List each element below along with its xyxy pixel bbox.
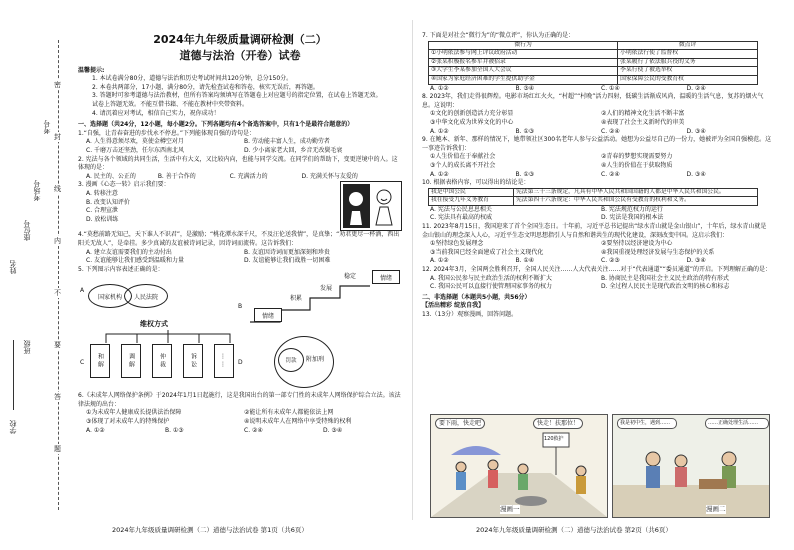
diagram-d-label: D (238, 359, 243, 367)
exam-subtitle: 道德与法治（开卷）试卷 (179, 49, 301, 62)
q10-table (428, 188, 758, 206)
notice-item: 3. 答题时可参考道德与法治教材，但所有答案均须填写在答题卷上对应题号的指定位置，在试卷上答题无效。 (92, 92, 382, 100)
q1-option-b: B. 劳动能丰富人生，成功勤劳者 (244, 138, 330, 146)
q11-statement-1: ①坚持绿色发展理念 (430, 240, 484, 248)
seat-label: 座位号 (23, 220, 31, 241)
comic-1-caption: 漫画一 (500, 505, 520, 513)
q7-cell: 小明依法行使了监督权 (618, 50, 758, 59)
binding-strip (6, 40, 68, 520)
q2-option-d: D. 充满关怀与友爱的 (301, 172, 358, 180)
part2-heading: 二、非选择题（本题共5小题，共56分） (422, 293, 531, 301)
q7-answer-c: C. ①④ (601, 84, 620, 92)
diagram-c-box: 仲裁 (152, 344, 172, 378)
q5-stem: 5. 下列图示内容表述正确的是： (78, 265, 164, 273)
seal-char: 封 (54, 133, 61, 141)
q6-statement-3: ③体现了对未成年人的特殊保护 (86, 418, 170, 426)
q2-option-b: B. 善于合作的 (157, 172, 196, 180)
diagram-c-label: C (80, 359, 85, 367)
seal-char: 题 (54, 445, 61, 453)
q7-head-behavior: 微行为 (429, 41, 618, 50)
comic-1-bubble-left: 要下雨，快走吧 (435, 418, 485, 429)
seal-line (58, 40, 59, 510)
diagram-b-step5: 情绪 (372, 270, 400, 284)
notice-item: 试卷上答题无效。不能互借书籍、不能在教材中夹带资料。 (92, 100, 249, 108)
q10-option-b: B. 宪法规范权力的运行 (601, 205, 663, 213)
q6-answer-c: C. ②④ (244, 426, 263, 434)
comic-2-caption: 漫画二 (706, 505, 726, 513)
q11-answer-b: B. ①④ (515, 257, 535, 265)
q5-diagrams (78, 274, 402, 392)
q10-cell: 我在接受九年义务教育 (429, 197, 514, 206)
page-divider (412, 20, 413, 520)
comic-1-sign: 120救护 (544, 436, 564, 442)
q9-answer-d: D. ③④ (686, 170, 706, 178)
q12-option-c: C. 我国公民可以直接行使管理国家事务的权力 (430, 283, 553, 291)
diagram-b-step3: 发展 (320, 285, 333, 293)
q6-answer-a: A. ①② (86, 426, 105, 434)
q9-statement-1: ①人生价值在于奉献社会 (430, 153, 496, 161)
school-line (13, 340, 14, 410)
notice-item: 4. 请沉着应对考试，相信自己实力，祝你成功！ (92, 109, 220, 117)
q7-head-comment: 微点评 (618, 41, 758, 50)
part2-subheading: 【活出精彩 绽放自我】 (422, 302, 485, 310)
q3-option-a: A. 转移注意 (86, 189, 118, 197)
seal-char: 密 (54, 81, 61, 89)
q4-stem: 4.“莫愁前路无知己，天下谁人不识君”，是激励；“桃花潭水深千尺，不及汪伦送我情”，是真挚；“劝君更尽一杯酒，西出阳关无故人”，是牵挂。多少真诚的友谊被诗词记录，因诗词而流传。这告诉我们： (78, 231, 400, 247)
diagram-a-right-circle: 人民法院 (124, 284, 168, 308)
q7-answer-a: A. ①② (430, 84, 449, 92)
q7-cell: 李某行使了被选举权 (618, 67, 758, 76)
q2-stem: 2. 宪法与各个领域的共同生活，生活中有大义，又比较内向，也能与同学交流。在同学们的帮助下，变更逆境中的人。这体现的是： (78, 155, 398, 172)
footer-right: 2024年九年级质量调研检测（二）道德与法治试卷 第2页（共6页） (476, 526, 672, 534)
q7-cell: ①小明依法参与网上评议政府活动 (429, 50, 618, 59)
q7-cell: ④国家为家庭经济困难的学生提供助学金 (429, 75, 618, 84)
q7-answer-d: D. ②④ (686, 84, 706, 92)
notice-item: 2. 本卷共两部分，17小题，满分80分，请先检查试卷和答卷，核实无误后，再答题。 (92, 83, 319, 91)
q9-statement-2: ②青春的梦想实现需要努力 (601, 153, 673, 161)
comic-1 (430, 414, 608, 518)
q10-option-d: D. 宪法是我国的根本法 (601, 214, 664, 222)
q11-statement-2: ②要坚持以经济建设为中心 (601, 240, 673, 248)
q6-stem: 6.《未成年人网络保护条例》于2024年1月1日起施行，这是我国出台的第一部专门性的未成年人网络保护综合立法。该法律法规的出台： (78, 392, 401, 408)
footer-left: 2024年九年级质量调研检测（二）道德与法治试卷 第1页（共6页） (112, 526, 308, 534)
seal-char: 线 (54, 185, 61, 193)
q7-cell: 张某履行了依法服兵役的义务 (618, 58, 758, 67)
q8-answer-a: A. ①② (430, 127, 449, 135)
seal-char: 不 (54, 289, 61, 297)
q6-statement-4: ④说明未成年人在网络中享受特殊的权利 (244, 418, 352, 426)
diagram-d-penalty: 附加刑 (306, 356, 325, 364)
q11-statement-4: ④我国重视处理经济发展与生态保护的关系 (601, 248, 715, 256)
diagram-c-box: 和解 (90, 344, 110, 378)
q7-cell: ②张某积极报名参军并被招录 (429, 58, 618, 67)
comic-2-bubble-right: ……正确处理生活…… (705, 418, 769, 429)
part1-heading: 一、选择题（共24分，12小题，每小题2分。下列各题均有4个备选答案中，只有1个是最符合题意的） (78, 121, 354, 129)
school-label: 学校 (9, 420, 17, 434)
mood-cartoon-image (340, 181, 402, 231)
q13-stem: 13.（13分）观察漫画，回答问题。 (422, 311, 518, 318)
q9-answer-b: B. ①③ (515, 170, 535, 178)
q4-option-b: B. 友谊因诗词而更加深刻和珍贵 (244, 248, 330, 256)
q6-statement-1: ①为未成年人健康成长提供法治保障 (86, 409, 182, 417)
q11-stem: 11. 2023年8月15日，我国迎来了首个全国生态日。十年前，习近平总书记提出“绿水青山就是金山银山”，十年后，绿水青山就是金山银山的理念深入人心，习近平生态文明思想指引人与自然和谐共生的现代化建设，深刻改变中国。这启示我们： (422, 223, 767, 239)
q10-option-c: C. 宪法具有最高的权威 (430, 214, 493, 222)
q8-answer-b: B. ①③ (515, 127, 535, 135)
q9-answer-c: C. ②④ (601, 170, 620, 178)
q2-option-c: C. 充满活力的 (229, 172, 268, 180)
q3-option-b: B. 改变认知评价 (86, 198, 130, 206)
q10-cell: 我是中国公民 (429, 188, 514, 197)
q10-cell: 宪法第三十三条规定，凡具有中华人民共和国国籍的人都是中华人民共和国公民。 (514, 188, 758, 197)
q7-cell: ③大学生李某参加全国人大会议 (429, 67, 618, 76)
q10-cell: 宪法第四十六条规定：中华人民共和国公民有受教育的权利和义务。 (514, 197, 758, 206)
q12-option-d: D. 全过程人民民主是现代政治文明的核心和标志 (601, 283, 730, 291)
seal-char: 内 (54, 237, 61, 245)
q11-statement-3: ③当前我国已经全面建成了社会主义现代化 (430, 248, 544, 256)
q1-option-c: C. 千磨万击还坚劲，任尔东西南北风 (86, 146, 185, 154)
seal-char: 答 (54, 393, 61, 401)
q6-answer-d: D. ③④ (323, 426, 343, 434)
comic-2-illustration (613, 415, 769, 517)
diagram-c-title: 维权方式 (140, 320, 168, 329)
q8-stem: 8. 2023年，我们走得很辉煌。电影市场红红火火，“村超”“村晚”活力四射，低碳生活渐成风尚，温暖的生活气息，复苏的烟火气息。这说明： (422, 93, 764, 109)
q1-stem: 1.“自强，让青春奋进的步伐永不停息。”下列能体现自强的诗句是： (78, 129, 255, 137)
q8-statement-1: ①文化的创新创造活力充分彰显 (430, 110, 514, 118)
diagram-a-left-circle: 国家机构 (88, 284, 132, 308)
notice-label: 温馨提示: (78, 67, 105, 74)
left-page (78, 32, 402, 435)
comic-1-illustration (431, 415, 607, 517)
q1-option-d: D. 少小离家老大回，乡音无改鬓毛衰 (244, 146, 343, 154)
q3-stem: 3. 漫画《心态一转》启示我们要： (78, 181, 170, 189)
exam-room-label: 考场号 (33, 180, 41, 201)
q11-answer-a: A. ①② (430, 257, 449, 265)
diagram-c-box: 调解 (121, 344, 141, 378)
q9-stem: 9. 在鲍本、新年、那样的情况下，她带领社区300名老年人参与公益活动。她想为公益尽自己的一份力，她被评为全国自强模范。这一事迹告诉我们： (422, 136, 772, 152)
q3-cartoon (340, 181, 402, 231)
diagram-b-label: B (238, 303, 243, 311)
q4-option-c: C. 友谊能够让我们感受到温暖和力量 (86, 257, 185, 265)
diagram-b-step2: 积累 (290, 295, 303, 303)
q1-option-a: A. 人生得意须尽欢，莫使金樽空对月 (86, 138, 184, 146)
q12-option-a: A. 我国公民参与民主政治生活的权利不断扩大 (430, 274, 552, 282)
diagram-b-step1: 情绪 (254, 308, 282, 322)
diagram-c-bracket (98, 330, 238, 344)
q8-answer-d: D. ③④ (686, 127, 706, 135)
q7-answer-b: B. ③④ (515, 84, 535, 92)
q12-option-b: B. 协商民主是我国社会主义民主政治的特有形式 (601, 274, 729, 282)
name-label: 姓名 (9, 260, 17, 274)
class-label: 班级 (23, 340, 31, 354)
q7-cell: 国家保障公民的受教育权 (618, 75, 758, 84)
q3-option-d: D. 放松训练 (86, 215, 119, 223)
diagram-c-box: …… (214, 344, 234, 378)
q6-statement-2: ②能让所有未成年人都能依法上网 (244, 409, 334, 417)
q12-stem: 12. 2024年3月，全国两会胜利召开，全国人民关注……人大代表关注……对于“代表通道”“委员通道”的开启。下列理解正确的是： (422, 266, 771, 274)
q10-option-a: A. 宪法与公民息息相关 (430, 205, 492, 213)
q8-statement-4: ④表现了社会主义新时代的审美 (601, 118, 685, 126)
q9-answer-a: A. ①② (430, 170, 449, 178)
q7-stem: 7. 下面是对社会“微行为”的“微点评”，你认为正确的是： (422, 32, 575, 39)
diagram-d-fine: 罚款 (278, 348, 304, 372)
exam-title: 2024年九年级质量调研检测（二） (153, 33, 327, 46)
q6-answer-b: B. ①③ (165, 426, 184, 434)
q8-statement-2: ②人们的精神文化生活不断丰富 (601, 110, 685, 118)
notice-item: 1. 本试卷满分80分，道德与法治和历史考试时间共120分钟，总分150分。 (92, 75, 293, 83)
q8-statement-3: ③中华文化成为世界文化的中心 (430, 118, 514, 126)
diagram-c-box: 诉讼 (183, 344, 203, 378)
right-page (422, 32, 772, 320)
q10-stem: 10. 根据表格内容，可以得出的结论是： (422, 179, 530, 187)
q7-table (428, 41, 758, 85)
comic-2-bubble-left: 我是初中生，遇到…… (617, 418, 677, 429)
q4-option-a: A. 建立友谊需要我们的主动付出 (86, 248, 172, 256)
diagram-b-step4: 稳定 (344, 273, 357, 281)
q4-option-d: D. 友谊能够让我们战胜一切困难 (244, 257, 331, 265)
q11-answer-d: D. ③④ (686, 257, 706, 265)
diagram-a-label: A (80, 287, 85, 295)
seal-char: 要 (54, 341, 61, 349)
q9-statement-3: ③个人的成长离不开社会 (430, 161, 496, 169)
q3-option-c: C. 合理宣泄 (86, 207, 119, 215)
q2-option-a: A. 民主的、公正的 (86, 172, 136, 180)
q9-statement-4: ④人生的价值在于获取物质 (601, 161, 673, 169)
comic-1-bubble-right: 快走！扶那位！ (533, 418, 583, 429)
q8-answer-c: C. ②④ (601, 127, 620, 135)
exam-id-label: 考号 (43, 120, 51, 134)
q11-answer-c: C. ②③ (601, 257, 620, 265)
comic-2 (612, 414, 770, 518)
